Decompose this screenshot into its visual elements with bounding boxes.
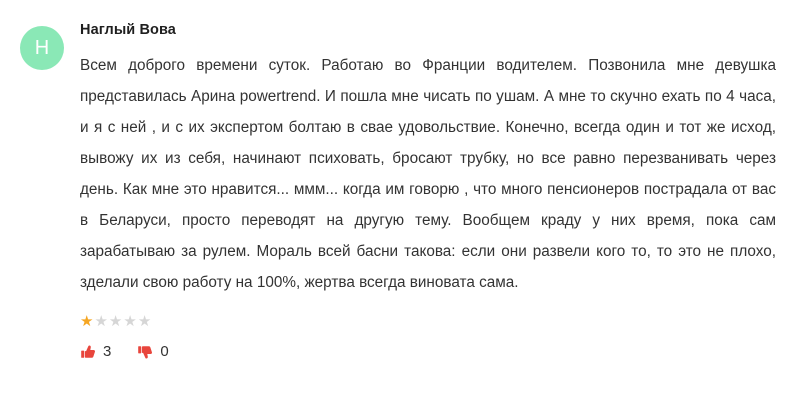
star-icon-5[interactable]: ★ xyxy=(137,312,152,330)
star-icon-4[interactable]: ★ xyxy=(123,312,137,330)
upvote-button[interactable] xyxy=(80,344,111,360)
downvote-button[interactable] xyxy=(137,344,168,360)
downvote-count: 0 xyxy=(160,343,169,360)
star-icon-3[interactable]: ★ xyxy=(108,312,123,330)
thumbs-down-icon[interactable] xyxy=(137,344,153,360)
thumbs-up-icon[interactable] xyxy=(80,344,96,360)
avatar: Н xyxy=(20,26,64,70)
upvote-count: 3 xyxy=(103,343,112,360)
star-icon-1[interactable]: ★ xyxy=(80,312,94,330)
star-icon-2[interactable]: ★ xyxy=(94,312,108,330)
vote-bar xyxy=(80,344,776,360)
review-author-name: Наглый Вова xyxy=(80,22,176,38)
avatar-column xyxy=(20,22,74,360)
star-rating[interactable] xyxy=(80,312,776,330)
review-text: Всем доброго времени суток. Работаю во Франции водителем. Позвонила мне девушка представилась Арина powertrend. И пошла мне чисать по ушам. А мне то скучно ехать по 4 часа, и я с ней , и с их экспертом болтаю в свае удовольствие. Конечно, всегда один и тот же исход, вывожу их из себя, начинают психовать, бросают трубку, но все равно перезванивать через день. Как мне это нравится... ммм... когда им говорю , что много пенсионеров пострадала от вас в Беларуси, просто переводят на другую тему. Вообщем краду у них время, пока сам зарабатываю за рулем. Мораль всей басни такова: если они развели кого то, то это не плохо, зделали свою работу на 100%, жертва всегда виновата сама. xyxy=(80,57,776,291)
review-body xyxy=(74,22,776,360)
